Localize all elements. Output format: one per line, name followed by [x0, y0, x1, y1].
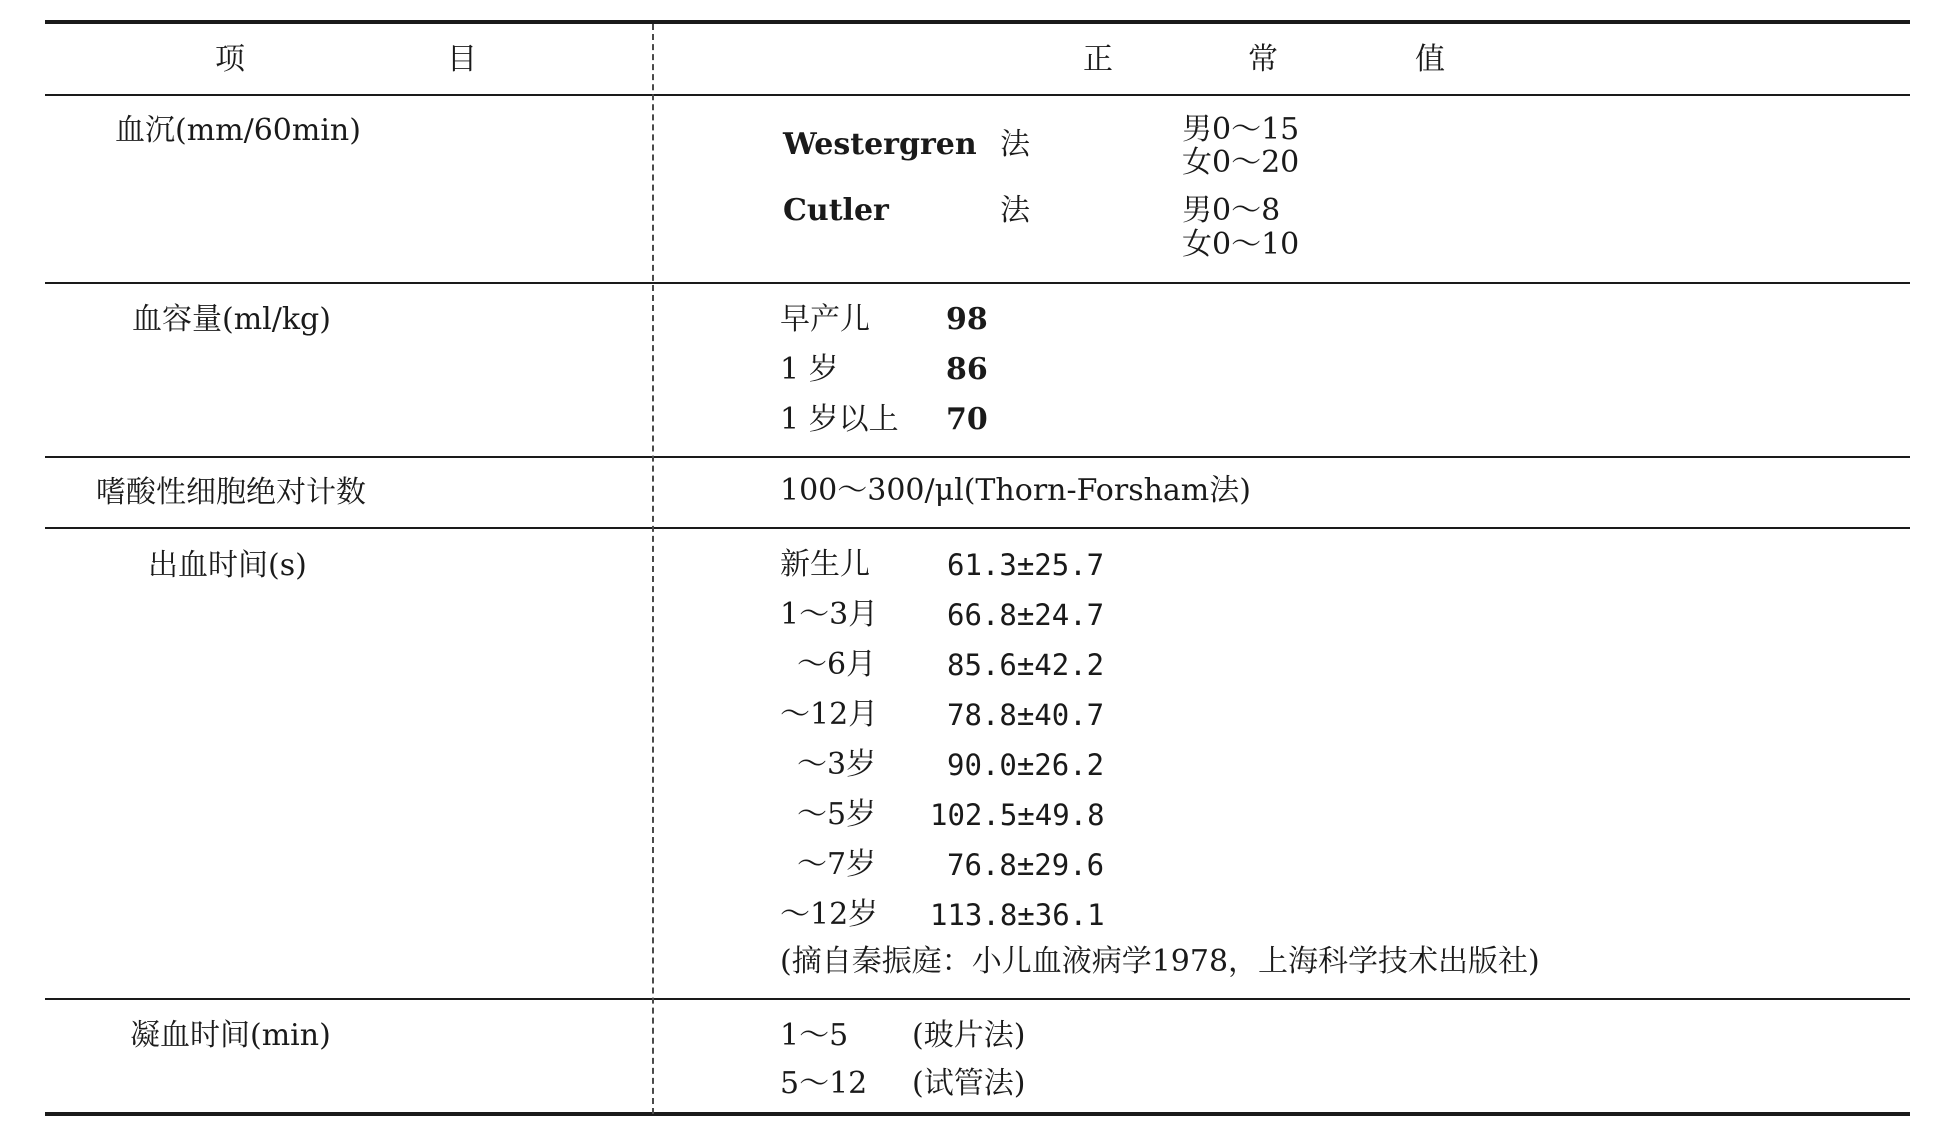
blood-volume-label: 血容量(ml/kg)	[132, 302, 331, 337]
row-divider-bleeding-time	[45, 998, 1910, 1000]
header-col2-char1: 正	[1083, 42, 1113, 77]
bleeding-age-2: 1～3月	[780, 597, 879, 632]
row-divider-eosinophil	[45, 527, 1910, 529]
row-divider-blood-volume	[45, 456, 1910, 458]
blood-volume-group-1: 早产儿	[780, 302, 870, 337]
bleeding-time-source: (摘自秦振庭：小儿血液病学1978，上海科学技术出版社)	[780, 944, 1540, 979]
bleeding-value-3: 85.6±42.2	[947, 648, 1105, 682]
clotting-range-2: 5～12	[780, 1066, 868, 1101]
bleeding-value-7: 76.8±29.6	[947, 848, 1105, 882]
clotting-method-1: (玻片法)	[912, 1018, 1026, 1053]
header-bottom-rule	[45, 94, 1910, 96]
clotting-range-1: 1～5	[780, 1018, 849, 1053]
bleeding-age-7: ～7岁	[797, 847, 877, 882]
bleeding-value-4: 78.8±40.7	[947, 698, 1105, 732]
eosinophil-label: 嗜酸性细胞绝对计数	[96, 475, 366, 510]
header-col1-char1: 项	[215, 42, 245, 77]
esr-method-cutler: Cutler	[783, 193, 889, 228]
clotting-method-2: (试管法)	[912, 1066, 1026, 1101]
esr-method-cutler-suffix: 法	[1000, 193, 1030, 228]
blood-volume-value-2: 86	[946, 352, 988, 387]
blood-volume-value-1: 98	[946, 302, 988, 337]
esr-westergren-female: 女0～20	[1182, 145, 1300, 180]
bleeding-value-1: 61.3±25.7	[947, 548, 1105, 582]
header-col1-char2: 目	[447, 42, 477, 77]
blood-volume-group-2: 1 岁	[780, 352, 839, 387]
column-divider	[652, 24, 654, 1114]
row-divider-esr	[45, 282, 1910, 284]
bleeding-value-6: 102.5±49.8	[930, 798, 1105, 832]
bleeding-age-3: ～6月	[797, 647, 877, 682]
bleeding-age-4: ～12月	[780, 697, 879, 732]
bleeding-time-label: 出血时间(s)	[148, 548, 307, 583]
esr-cutler-female: 女0～10	[1182, 227, 1300, 262]
blood-volume-group-3: 1 岁以上	[780, 402, 899, 437]
header-col2-char3: 值	[1415, 42, 1445, 77]
eosinophil-value: 100～300/μl(Thorn-Forsham法)	[780, 473, 1251, 508]
bleeding-age-6: ～5岁	[797, 797, 877, 832]
esr-method-westergren: Westergren	[783, 127, 977, 162]
bleeding-age-1: 新生儿	[780, 547, 870, 582]
bleeding-value-8: 113.8±36.1	[930, 898, 1105, 932]
esr-cutler-male: 男0～8	[1182, 193, 1281, 228]
bleeding-value-5: 90.0±26.2	[947, 748, 1105, 782]
esr-method-westergren-suffix: 法	[1000, 127, 1030, 162]
esr-label: 血沉(mm/60min)	[115, 113, 361, 148]
bleeding-age-5: ～3岁	[797, 747, 877, 782]
clotting-time-label: 凝血时间(min)	[130, 1018, 331, 1053]
table-top-rule	[45, 20, 1910, 24]
bleeding-age-8: ～12岁	[780, 897, 879, 932]
header-col2-char2: 常	[1248, 42, 1278, 77]
table-bottom-rule	[45, 1112, 1910, 1116]
blood-volume-value-3: 70	[946, 402, 988, 437]
esr-westergren-male: 男0～15	[1182, 112, 1300, 147]
bleeding-value-2: 66.8±24.7	[947, 598, 1105, 632]
